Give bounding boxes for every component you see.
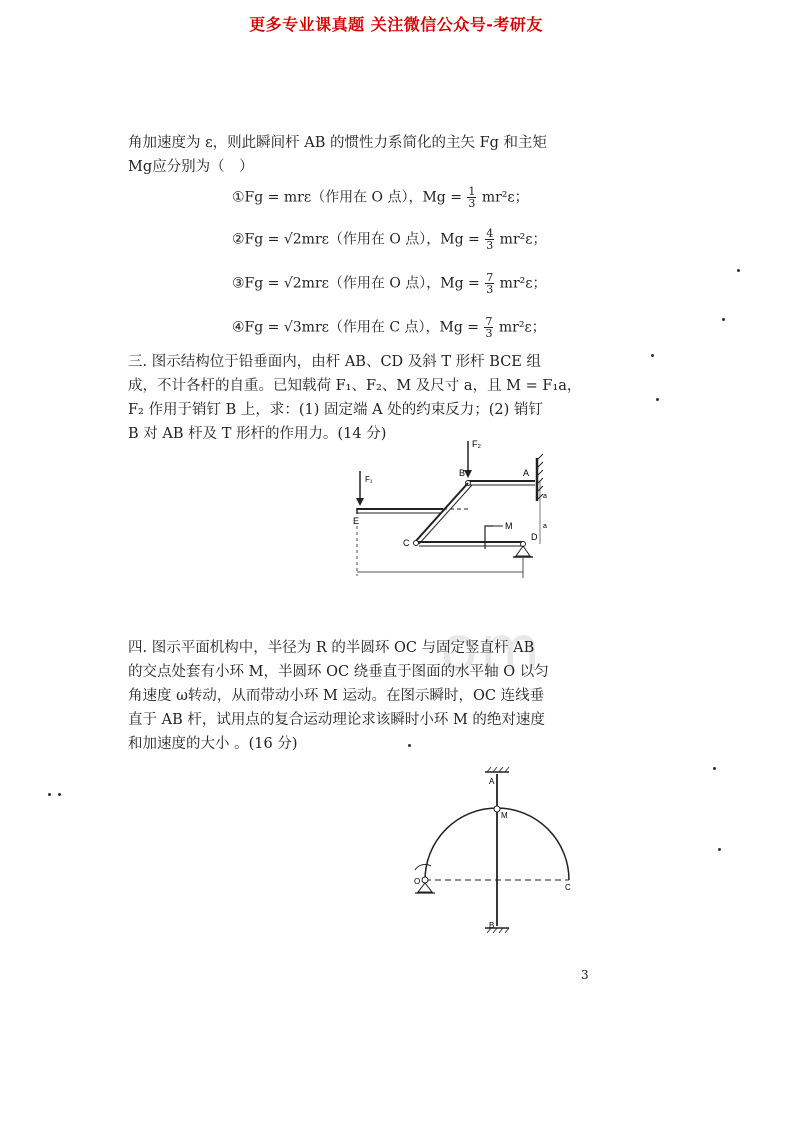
- scan-speck: [722, 318, 725, 321]
- problem4-line2: 的交点处套有小环 M，半圆环 OC 绕垂直于图面的水平轴 O 以匀: [128, 664, 549, 680]
- problem4-figure: [405, 766, 595, 946]
- scan-speck: [656, 398, 659, 401]
- dim-label-1: a: [543, 493, 547, 500]
- label-m: M: [505, 521, 513, 531]
- scan-speck: [651, 354, 654, 357]
- scan-speck: [713, 767, 716, 770]
- label-a: A: [523, 468, 530, 478]
- pin-c: [414, 541, 419, 546]
- option-4-fraction: $\frac{7}{3}$: [485, 315, 493, 340]
- option-2-tail: mr²ε；: [499, 231, 547, 248]
- option-4-lead: ④Fg = √3mrε（作用在 C 点），Mg =: [232, 319, 479, 336]
- problem2-line2: Mg应分别为（ ）: [128, 159, 254, 175]
- option-4-tail: mr²ε；: [498, 319, 546, 336]
- ring-m: [494, 806, 500, 812]
- scan-speck: [718, 848, 721, 851]
- label-o: O: [414, 877, 421, 886]
- label-m: M: [501, 811, 508, 820]
- pivot-o: [422, 877, 428, 883]
- problem4-line3: 角速度 ω转动，从而带动小环 M 运动。在图示瞬时，OC 连线垂: [128, 688, 545, 704]
- header-banner: 更多专业课真题 关注微信公众号-考研友: [249, 15, 543, 34]
- scan-speck: [58, 793, 61, 796]
- option-1-tail: mr²ε；: [481, 189, 529, 206]
- problem4-line5: 和加速度的大小 。(16 分): [128, 736, 298, 752]
- option-3-tail: mr²ε；: [499, 275, 547, 292]
- label-d: D: [531, 532, 538, 542]
- option-3: [232, 272, 547, 295]
- option-2-fraction: $\frac{4}{3}$: [486, 227, 494, 252]
- dim-label-2: a: [543, 523, 547, 530]
- option-1-fraction: $\frac{1}{3}$: [468, 185, 476, 210]
- label-c: C: [403, 538, 410, 548]
- label-e: E: [353, 516, 360, 526]
- problem3-line4: B 对 AB 杆及 T 形杆的作用力。(14 分): [128, 426, 387, 442]
- label-f2: F₂: [472, 439, 481, 449]
- omega-arrow: [415, 864, 431, 870]
- problem2-line1: 角加速度为 ε，则此瞬间杆 AB 的惯性力系简化的主矢 Fg 和主矩: [128, 135, 548, 151]
- problem4-line1: 四. 图示平面机构中，半径为 R 的半圆环 OC 与固定竖直杆 AB: [128, 640, 535, 656]
- problem3-figure: [345, 436, 565, 586]
- option-4: [232, 316, 546, 339]
- problem3-line3: F₂ 作用于销钉 B 上，求：(1) 固定端 A 处的约束反力；(2) 销钉: [128, 402, 543, 418]
- option-2-lead: ②Fg = √2mrε（作用在 O 点），Mg =: [232, 231, 480, 248]
- option-1: [232, 186, 529, 209]
- scan-speck: [737, 269, 740, 272]
- label-c: C: [565, 883, 571, 892]
- option-3-lead: ③Fg = √2mrε（作用在 O 点），Mg =: [232, 275, 480, 292]
- problem3-line1: 三. 图示结构位于铅垂面内，由杆 AB、CD 及斜 T 形杆 BCE 组: [128, 354, 541, 370]
- problem4-line4: 直于 AB 杆，试用点的复合运动理论求该瞬时小环 M 的绝对速度: [128, 712, 545, 728]
- f2-arrowhead: [464, 470, 472, 478]
- scan-speck: [48, 793, 51, 796]
- watermark: om: [440, 612, 543, 685]
- option-2: [232, 228, 547, 251]
- option-1-lead: ①Fg = mrε（作用在 O 点），Mg =: [232, 189, 462, 206]
- support-d: [516, 546, 530, 556]
- label-a: A: [489, 777, 495, 786]
- label-b: B: [459, 468, 466, 478]
- page-number: 3: [581, 968, 589, 982]
- label-f1: F₁: [365, 475, 373, 484]
- scan-speck: [408, 744, 411, 747]
- label-b: B: [489, 921, 495, 930]
- rod-bc-edge: [419, 485, 472, 544]
- problem3-line2: 成，不计各杆的自重。已知载荷 F₁、F₂、M 及尺寸 a，且 M = F₁a，: [128, 378, 582, 394]
- f1-arrowhead: [356, 498, 364, 506]
- option-3-fraction: $\frac{7}{3}$: [486, 271, 494, 296]
